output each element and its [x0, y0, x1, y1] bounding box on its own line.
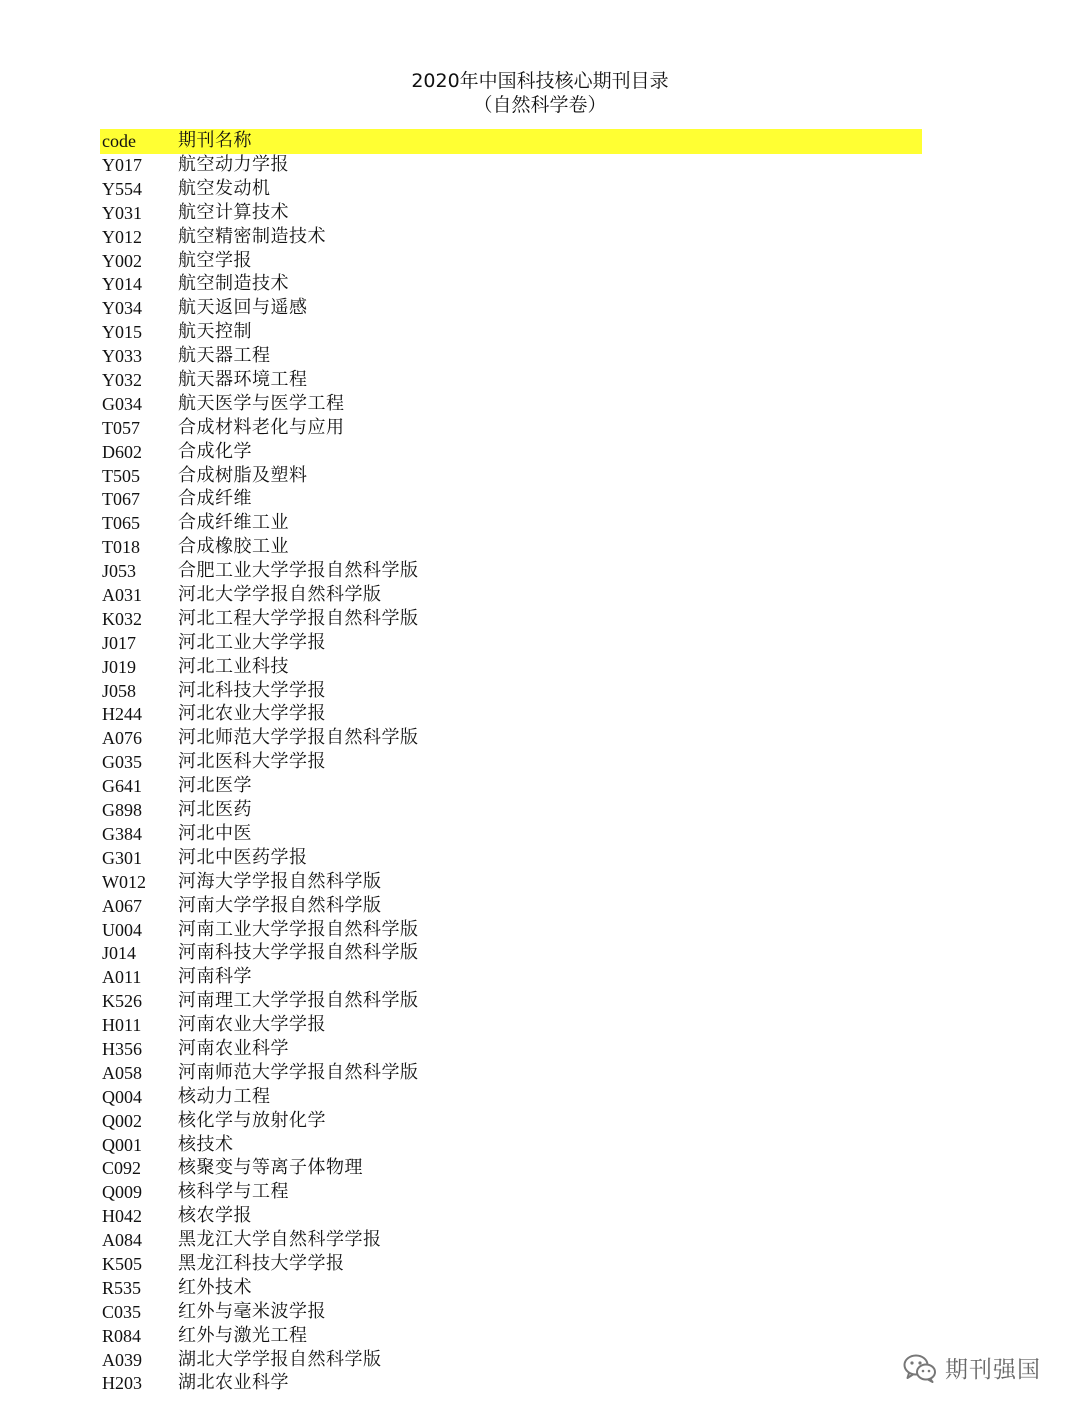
journal-name: 河北工程大学学报自然科学版 [178, 607, 419, 629]
table-row [100, 1013, 922, 1037]
journal-code: A011 [102, 967, 142, 988]
journal-code: Y033 [102, 346, 142, 367]
journal-name: 河南理工大学学报自然科学版 [178, 990, 419, 1012]
journal-code: R535 [102, 1277, 142, 1298]
table-row [100, 1276, 922, 1300]
table-row [100, 1300, 922, 1324]
table-row [100, 846, 922, 870]
journal-code: H356 [102, 1038, 142, 1059]
journal-name: 河北医学 [178, 775, 252, 797]
journal-code: J019 [102, 656, 137, 677]
document-subtitle: （自然科学卷） [473, 94, 607, 116]
journal-code: Y034 [102, 298, 142, 319]
journal-code: T018 [102, 537, 140, 558]
journal-code: A031 [102, 585, 142, 606]
table-row [100, 965, 922, 989]
journal-name: 河北中医药学报 [178, 846, 308, 868]
journal-name: 合肥工业大学学报自然科学版 [178, 560, 419, 582]
journal-name: 航空发动机 [178, 177, 271, 199]
journal-code: R084 [102, 1325, 142, 1346]
journal-code: A084 [102, 1230, 142, 1251]
table-row [100, 1085, 922, 1109]
journal-name: 航空精密制造技术 [178, 225, 326, 247]
journal-code: J014 [102, 943, 137, 964]
journal-name: 黑龙江科技大学学报 [178, 1252, 345, 1274]
journal-name: 核化学与放射化学 [178, 1109, 326, 1131]
journal-code: W012 [102, 871, 146, 892]
journal-name: 红外技术 [178, 1276, 252, 1298]
journal-name: 红外与激光工程 [178, 1324, 308, 1346]
table-row [100, 1156, 922, 1180]
table-row [100, 750, 922, 774]
journal-name: 河南工业大学学报自然科学版 [178, 918, 419, 940]
journal-name: 河南师范大学学报自然科学版 [178, 1061, 419, 1083]
journal-name: 航天器环境工程 [178, 369, 308, 391]
journal-name: 黑龙江大学自然科学学报 [178, 1229, 382, 1251]
journal-name: 河北工业科技 [178, 655, 289, 677]
journal-code: G301 [102, 847, 142, 868]
table-row [100, 1348, 922, 1372]
journal-code: U004 [102, 919, 142, 940]
journal-code: T067 [102, 489, 140, 510]
journal-code: G641 [102, 776, 142, 797]
journal-name: 航天返回与遥感 [178, 297, 308, 319]
journal-name: 核科学与工程 [178, 1181, 289, 1203]
journal-code: Y015 [102, 322, 142, 343]
journal-code: G384 [102, 823, 142, 844]
journal-name: 合成材料老化与应用 [178, 416, 345, 438]
table-row [100, 941, 922, 965]
table-row [100, 631, 922, 655]
journal-list [100, 153, 922, 1395]
table-row [100, 989, 922, 1013]
watermark-text: 期刊强国 [945, 1357, 1041, 1383]
journal-code: Y554 [102, 178, 142, 199]
journal-name: 河北中医 [178, 822, 252, 844]
journal-name: 合成化学 [178, 440, 252, 462]
journal-code: T065 [102, 513, 140, 534]
journal-name: 核动力工程 [178, 1085, 271, 1107]
journal-name: 河海大学学报自然科学版 [178, 870, 382, 892]
journal-name: 河南农业科学 [178, 1037, 289, 1059]
journal-code: J017 [102, 632, 137, 653]
journal-code: K505 [102, 1253, 142, 1274]
table-row [100, 296, 922, 320]
journal-code: Y017 [102, 155, 142, 175]
table-row [100, 1133, 922, 1157]
table-row [100, 559, 922, 583]
table-row [100, 464, 922, 488]
table-row [100, 1037, 922, 1061]
journal-name: 航天控制 [178, 321, 252, 343]
table-row [100, 822, 922, 846]
journal-code: C092 [102, 1158, 142, 1179]
journal-code: H244 [102, 704, 142, 725]
journal-name: 红外与毫米波学报 [178, 1300, 326, 1322]
table-row [100, 870, 922, 894]
journal-name: 河北农业大学学报 [178, 703, 326, 725]
document-title: 2020年中国科技核心期刊目录 [411, 70, 669, 92]
journal-code: Y012 [102, 226, 142, 247]
journal-name: 河南科学 [178, 966, 252, 988]
journal-name: 合成纤维 [178, 488, 252, 510]
journal-code: H011 [102, 1015, 142, 1036]
journal-name: 核聚变与等离子体物理 [178, 1157, 363, 1179]
journal-code: C035 [102, 1301, 142, 1322]
table-row [100, 798, 922, 822]
table-row [100, 201, 922, 225]
table-row [100, 1180, 922, 1204]
table-row [100, 1109, 922, 1133]
table-row [100, 1228, 922, 1252]
journal-name: 航空计算技术 [178, 201, 289, 223]
journal-name: 合成树脂及塑料 [178, 464, 308, 486]
table-row [100, 535, 922, 559]
journal-name: 核技术 [178, 1133, 234, 1155]
table-row [100, 368, 922, 392]
table-row [100, 511, 922, 535]
table-row [100, 1371, 922, 1395]
journal-code: Q001 [102, 1134, 142, 1155]
table-row [100, 1324, 922, 1348]
table-row [100, 918, 922, 942]
journal-code: K032 [102, 608, 142, 629]
journal-name: 航天器工程 [178, 345, 271, 367]
table-row [100, 272, 922, 296]
journal-code: T057 [102, 417, 140, 438]
journal-name: 河南科技大学学报自然科学版 [178, 942, 419, 964]
journal-name: 湖北大学学报自然科学版 [178, 1348, 382, 1370]
journal-code: J053 [102, 561, 137, 582]
table-row [100, 177, 922, 201]
journal-code: G898 [102, 800, 142, 821]
journal-code: J058 [102, 680, 137, 701]
journal-code: Y002 [102, 250, 142, 271]
journal-name: 河南农业大学学报 [178, 1014, 326, 1036]
journal-name: 湖北农业科学 [178, 1372, 289, 1394]
journal-name: 河南大学学报自然科学版 [178, 894, 382, 916]
journal-name: 河北大学学报自然科学版 [178, 584, 382, 606]
table-row [100, 440, 922, 464]
table-row [100, 392, 922, 416]
journal-code: A058 [102, 1062, 142, 1083]
journal-code: K526 [102, 991, 142, 1012]
table-row [100, 655, 922, 679]
table-row [100, 679, 922, 703]
journal-code: A076 [102, 728, 142, 749]
journal-name: 航天医学与医学工程 [178, 392, 345, 414]
journal-name: 河北科技大学学报 [178, 679, 326, 701]
table-row [100, 702, 922, 726]
journal-code: A039 [102, 1349, 142, 1370]
table-row [100, 894, 922, 918]
table-row [100, 225, 922, 249]
table-row [100, 1252, 922, 1276]
journal-name: 河北医科大学学报 [178, 751, 326, 773]
journal-name: 合成橡胶工业 [178, 536, 289, 558]
journal-code: T505 [102, 465, 140, 486]
journal-code: G035 [102, 752, 142, 773]
journal-code: H203 [102, 1373, 142, 1394]
journal-code: Q004 [102, 1086, 142, 1107]
watermark [903, 1351, 1041, 1384]
journal-code: Q009 [102, 1182, 142, 1203]
table-row [100, 1061, 922, 1085]
journal-name: 航空学报 [178, 249, 252, 271]
table-row [100, 487, 922, 511]
table-row [100, 607, 922, 631]
table-row [100, 416, 922, 440]
journal-name: 核农学报 [178, 1205, 252, 1227]
journal-code: Y032 [102, 370, 142, 391]
journal-code: H042 [102, 1206, 142, 1227]
table-row [100, 1204, 922, 1228]
journal-code: D602 [102, 441, 142, 462]
table-row [100, 249, 922, 273]
journal-code: Y014 [102, 274, 142, 295]
journal-code: Q002 [102, 1110, 142, 1131]
journal-name: 河北师范大学学报自然科学版 [178, 727, 419, 749]
journal-name: 航空动力学报 [178, 154, 289, 175]
table-row [100, 320, 922, 344]
journal-code: Y031 [102, 202, 142, 223]
journal-code: A067 [102, 895, 142, 916]
journal-name: 航空制造技术 [178, 273, 289, 295]
table-row [100, 344, 922, 368]
table-row [100, 583, 922, 607]
journal-code: G034 [102, 393, 142, 414]
journal-name: 河北医药 [178, 799, 252, 821]
journal-name: 合成纤维工业 [178, 512, 289, 534]
journal-name: 河北工业大学学报 [178, 631, 326, 653]
wechat-icon [903, 1353, 937, 1383]
header-code: code [102, 131, 136, 151]
table-row [100, 726, 922, 750]
table-header [100, 129, 922, 154]
table-row [100, 774, 922, 798]
header-name: 期刊名称 [178, 130, 252, 151]
table-row [100, 153, 922, 177]
